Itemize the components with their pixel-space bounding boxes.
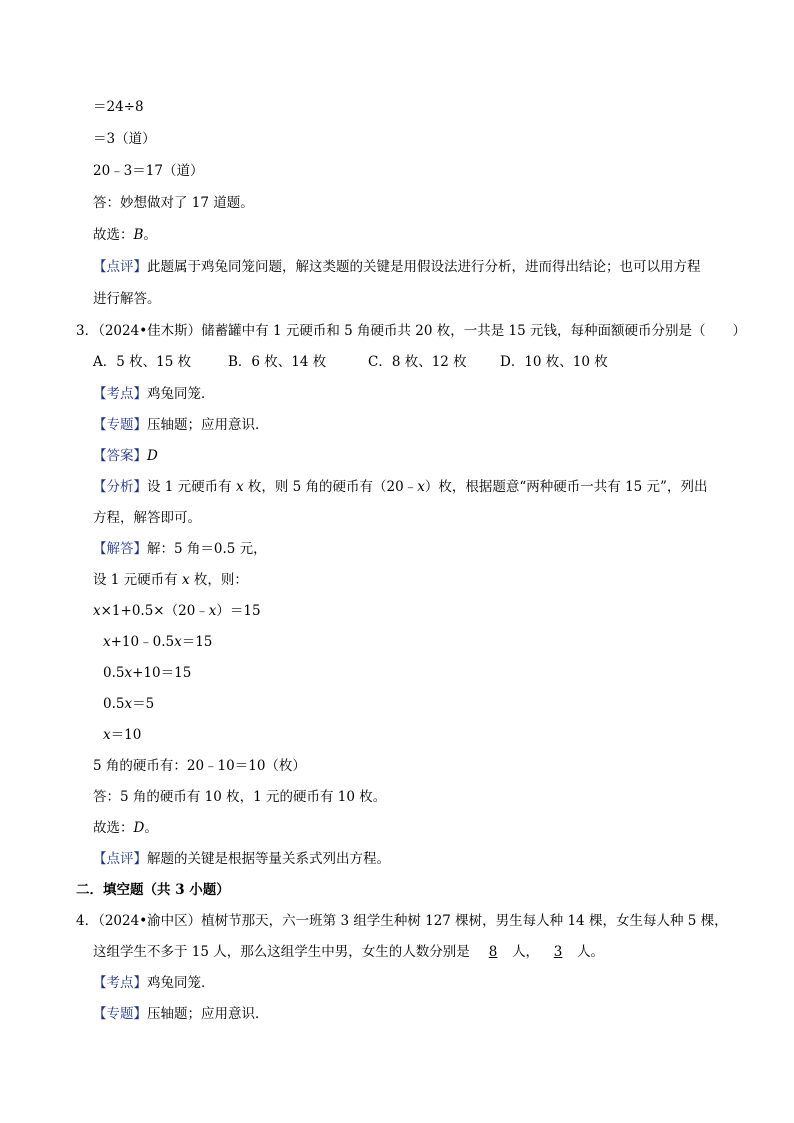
option-d: D．10 枚、10 枚 bbox=[500, 354, 608, 370]
q3-kaodian: 【考点】鸡兔同笼． bbox=[93, 386, 215, 402]
q3-comment: 【点评】解题的关键是根据等量关系式列出方程。 bbox=[93, 851, 390, 867]
question-4-stem-2: 这组学生不多于 15 人，那么这组学生中男，女生的人数分别是 8 人， 3 人。 bbox=[93, 944, 605, 960]
q3-analysis-2: 方程，解答即可。 bbox=[93, 510, 201, 526]
q4-kaodian: 【考点】鸡兔同笼． bbox=[93, 975, 215, 991]
q3-eq-2: x+10﹣0.5x＝15 bbox=[103, 634, 213, 650]
q3-final-answer: 答：5 角的硬币有 10 枚，1 元的硬币有 10 枚。 bbox=[93, 789, 387, 805]
q3-solution-1: 【解答】解：5 角＝0.5 元， bbox=[93, 541, 267, 557]
q3-analysis-1: 【分析】设 1 元硬币有 x 枚，则 5 角的硬币有（20﹣x）枚，根据题意“两种硬币一共有 15 元”，列出 bbox=[93, 479, 708, 495]
answer-line: 答：妙想做对了 17 道题。 bbox=[93, 195, 254, 211]
q3-zhuanti: 【专题】压轴题；应用意识． bbox=[93, 417, 269, 433]
q3-eq-1: x×1+0.5×（20﹣x）＝15 bbox=[93, 603, 261, 619]
calc-line-2: ＝3（道） bbox=[93, 131, 156, 147]
comment-line-1: 【点评】此题属于鸡兔同笼问题，解这类题的关键是用假设法进行分析，进而得出结论；也可以用方程 bbox=[93, 259, 701, 275]
question-3-stem: 3．（2024•佳木斯）储蓄罐中有 1 元硬币和 5 角硬币共 20 枚，一共是 15 元钱，每种面额硬币分别是（ ） bbox=[76, 323, 747, 339]
q3-eq-4: 0.5x＝5 bbox=[103, 696, 155, 712]
q3-eq-3: 0.5x+10＝15 bbox=[103, 665, 192, 681]
calc-line-1: ＝24÷8 bbox=[93, 99, 144, 115]
calc-line-3: 20﹣3＝17（道） bbox=[93, 163, 204, 179]
q3-choice: 故选：D。 bbox=[93, 820, 158, 836]
option-a: A．5 枚、15 枚 bbox=[93, 354, 192, 370]
choice-line: 故选：B。 bbox=[93, 227, 157, 243]
option-b: B．6 枚、14 枚 bbox=[228, 354, 327, 370]
q3-solution-2: 设 1 元硬币有 x 枚，则： bbox=[93, 572, 248, 588]
blank-boys: 8 bbox=[488, 944, 498, 960]
comment-line-2: 进行解答。 bbox=[93, 291, 161, 307]
blank-girls: 3 bbox=[553, 944, 563, 960]
q3-calc: 5 角的硬币有：20﹣10＝10（枚） bbox=[93, 758, 306, 774]
question-4-stem-1: 4．（2024•渝中区）植树节那天，六一班第 3 组学生种树 127 棵树，男生每人种 14 棵，女生每人种 5 棵， bbox=[76, 913, 728, 929]
q3-eq-5: x＝10 bbox=[103, 727, 142, 743]
option-c: C．8 枚、12 枚 bbox=[368, 354, 467, 370]
section-heading: 二．填空题（共 3 小题） bbox=[76, 882, 230, 898]
q3-answer: 【答案】D bbox=[93, 448, 158, 464]
q4-zhuanti: 【专题】压轴题；应用意识． bbox=[93, 1006, 269, 1022]
